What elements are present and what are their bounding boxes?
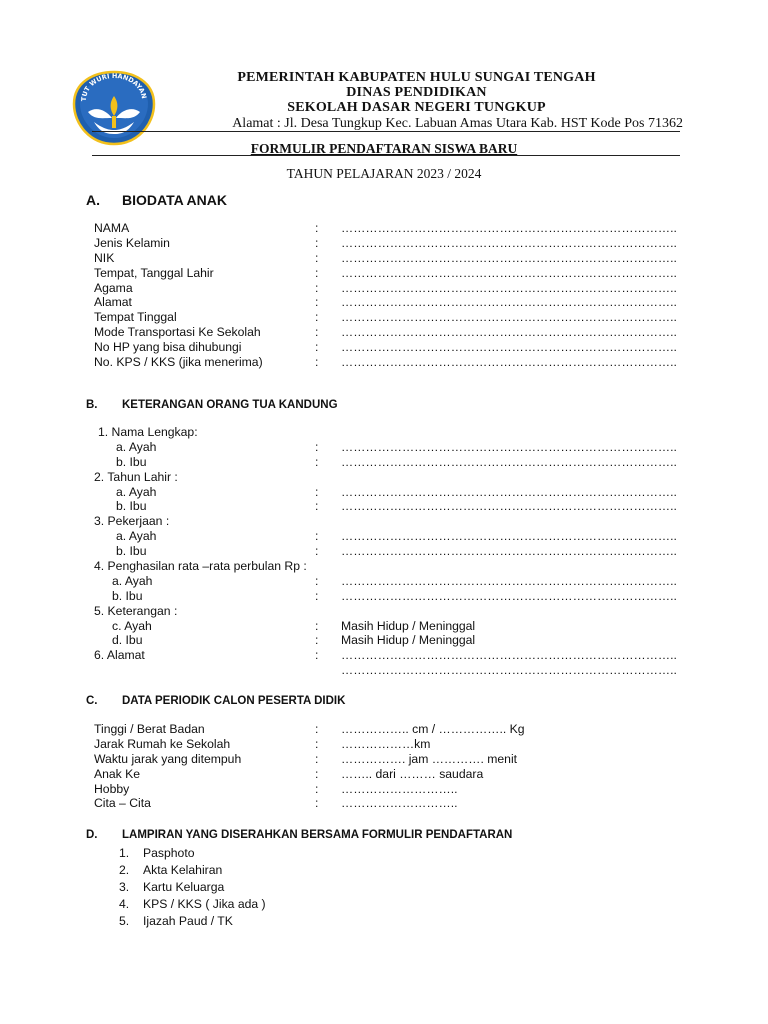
field-colon: : [315, 499, 319, 514]
section-title: DATA PERIODIK CALON PESERTA DIDIK [122, 695, 346, 707]
form-row [94, 221, 677, 236]
field-label: 1. Nama Lengkap: [98, 425, 198, 439]
field-value[interactable]: ……………………………………………………………………….. [341, 544, 677, 559]
field-colon: : [315, 221, 319, 235]
form-row [94, 782, 654, 797]
field-value[interactable]: …….. dari ……… saudara [341, 766, 484, 781]
field-colon: : [315, 722, 319, 736]
field-colon: : [315, 235, 319, 250]
form-row [94, 767, 654, 782]
form-row [94, 295, 677, 310]
field-label: Jenis Kelamin [94, 235, 170, 250]
field-colon: : [315, 325, 319, 340]
form-row [94, 722, 654, 737]
form-row [94, 573, 677, 589]
form-row [94, 544, 677, 559]
section-d-heading [86, 829, 512, 841]
field-value[interactable]: ……………………………………………………………………….. [341, 588, 677, 603]
field-value[interactable]: Masih Hidup / Meninggal [341, 633, 476, 648]
field-label: No HP yang bisa dihubungi [94, 340, 242, 355]
field-label: NAMA [94, 221, 130, 235]
field-value[interactable]: ……………………………………………………………………….. [341, 454, 677, 469]
attachment-item [119, 913, 266, 930]
field-colon: : [315, 280, 319, 295]
field-value[interactable]: ……………………………………………………………………….. [341, 340, 677, 355]
attachment-number: 5. [119, 914, 130, 928]
form-row [94, 265, 677, 281]
form-title: FORMULIR PENDAFTARAN SISWA BARU [250, 141, 518, 156]
section-letter: A. [86, 192, 100, 208]
section-b-heading [86, 399, 338, 411]
attachment-number: 3. [119, 880, 130, 894]
section-title: KETERANGAN ORANG TUA KANDUNG [122, 399, 338, 411]
field-label: a. Ayah [112, 573, 153, 588]
form-row [94, 529, 677, 544]
attachment-list [119, 845, 266, 930]
field-value[interactable]: ……………………………………………………………………….. [341, 484, 677, 499]
field-colon: : [315, 340, 319, 355]
academic-year: TAHUN PELAJARAN 2023 / 2024 [286, 166, 482, 181]
field-value[interactable]: ……………………………………………………………………….. [341, 355, 677, 370]
section-b-fields [94, 425, 677, 678]
section-c-heading [86, 695, 345, 707]
field-label: Agama [94, 280, 133, 295]
form-row [94, 355, 677, 370]
letterhead-divider [92, 131, 680, 132]
field-value[interactable]: …………….. cm / …………….. Kg [341, 722, 525, 736]
field-colon: : [315, 454, 319, 469]
field-value[interactable]: ……………………………………………………………………….. [341, 221, 677, 235]
field-colon: : [315, 265, 319, 280]
field-label: Tempat Tinggal [94, 310, 177, 325]
field-value[interactable]: ……………………………………………………………………….. [341, 295, 677, 310]
form-row [94, 439, 677, 455]
attachment-text: Pasphoto [143, 846, 195, 860]
field-value[interactable]: ……………………………………………………………………….. [341, 573, 677, 588]
field-colon: : [315, 355, 319, 370]
field-colon: : [315, 781, 319, 796]
attachment-number: 2. [119, 863, 130, 877]
field-value[interactable]: ……………………………………………………………………….. [341, 250, 677, 265]
field-value[interactable]: ……………………………………………………………………….. [341, 310, 677, 325]
section-a-heading [86, 192, 227, 208]
form-row [94, 588, 677, 604]
form-row [94, 796, 654, 811]
attachment-item [119, 896, 266, 913]
field-value[interactable]: ……………………….. [341, 796, 458, 811]
form-row [94, 425, 654, 440]
field-colon: : [315, 250, 319, 265]
field-label: Hobby [94, 781, 130, 796]
section-letter: C. [86, 695, 98, 707]
field-label: 3. Pekerjaan : [94, 514, 170, 529]
form-row [94, 559, 654, 574]
form-row [94, 484, 677, 500]
attachment-text: KPS / KKS ( Jika ada ) [143, 897, 266, 911]
form-row [94, 340, 677, 355]
field-value[interactable]: ……………………………………………………………………….. [341, 325, 677, 340]
field-colon: : [315, 573, 319, 588]
field-colon: : [315, 295, 319, 310]
field-colon: : [315, 310, 319, 325]
field-colon: : [315, 618, 319, 633]
field-colon: : [315, 648, 319, 663]
logo-motto: TUT WURI HANDAYAN [79, 71, 149, 102]
attachment-item [119, 845, 266, 862]
field-label: Anak Ke [94, 766, 141, 781]
field-value[interactable]: ……………. jam …………. menit [341, 751, 518, 766]
form-row [94, 235, 677, 251]
form-row [94, 325, 677, 340]
field-label: d. Ibu [112, 633, 143, 648]
form-row [94, 250, 677, 266]
section-c-fields [94, 722, 654, 811]
field-label: b. Ibu [116, 454, 147, 469]
field-colon: : [315, 751, 319, 766]
field-label: b. Ibu [116, 499, 147, 514]
field-colon: : [315, 633, 319, 648]
field-colon: : [315, 439, 319, 454]
section-letter: B. [86, 399, 98, 411]
title-divider [92, 155, 680, 156]
field-value[interactable]: ……………………………………………………………………….. [341, 499, 677, 514]
attachment-text: Akta Kelahiran [143, 863, 223, 877]
field-label: 5. Keterangan : [94, 603, 178, 618]
field-label: Tempat, Tanggal Lahir [94, 265, 214, 280]
field-label: Waktu jarak yang ditempuh [94, 751, 242, 766]
letterhead-office: DINAS PENDIDIKAN [346, 85, 487, 100]
form-row [94, 648, 677, 663]
field-label: b. Ibu [112, 588, 143, 603]
field-value[interactable]: ……………………………………………………………………….. [341, 235, 677, 250]
field-label: NIK [94, 250, 115, 265]
letterhead-school: SEKOLAH DASAR NEGERI TUNGKUP [287, 100, 546, 115]
field-value[interactable]: ……………………………………………………………………….. [341, 529, 677, 544]
field-label: 4. Penghasilan rata –rata perbulan Rp : [94, 559, 307, 574]
attachment-text: Ijazah Paud / TK [143, 914, 233, 928]
field-value[interactable]: ………………km [341, 736, 431, 751]
field-colon: : [315, 544, 319, 559]
form-row [94, 663, 677, 678]
field-label: Tinggi / Berat Badan [94, 722, 205, 736]
field-value[interactable]: Masih Hidup / Meninggal [341, 618, 476, 633]
attachment-number: 4. [119, 897, 130, 911]
form-row [94, 619, 654, 634]
letterhead-government: PEMERINTAH KABUPATEN HULU SUNGAI TENGAH [237, 70, 596, 85]
field-value[interactable]: ……………………….. [341, 781, 458, 796]
field-label: Alamat [94, 295, 132, 310]
section-title: LAMPIRAN YANG DISERAHKAN BERSAMA FORMULIR PENDAFTARAN [122, 829, 513, 841]
field-label: Mode Transportasi Ke Sekolah [94, 325, 261, 340]
field-colon: : [315, 736, 319, 751]
section-title: BIODATA ANAK [122, 192, 227, 208]
section-a-fields [94, 221, 677, 370]
field-label: Jarak Rumah ke Sekolah [94, 736, 231, 751]
field-value[interactable]: ……………………………………………………………………….. [341, 265, 677, 280]
form-row [94, 470, 654, 485]
field-value[interactable]: ……………………………………………………………………….. [341, 648, 677, 663]
field-label: a. Ayah [116, 529, 157, 544]
field-colon: : [315, 766, 319, 781]
field-label: 6. Alamat [94, 648, 145, 663]
field-label: b. Ibu [116, 544, 147, 559]
form-row [94, 499, 677, 514]
field-value[interactable]: ……………………………………………………………………….. [341, 439, 677, 454]
field-label: c. Ayah [112, 618, 152, 633]
field-colon: : [315, 529, 319, 544]
form-row [94, 737, 654, 752]
field-colon: : [315, 588, 319, 603]
tut-wuri-handayani-logo [72, 70, 156, 146]
form-row [94, 514, 654, 529]
field-label: a. Ayah [116, 439, 157, 454]
field-colon: : [315, 484, 319, 499]
attachment-text: Kartu Keluarga [143, 880, 225, 894]
form-row [94, 752, 654, 767]
field-label: No. KPS / KKS (jika menerima) [94, 355, 263, 370]
attachment-number: 1. [119, 846, 130, 860]
form-row [94, 280, 677, 296]
field-label: 2. Tahun Lahir : [94, 469, 178, 484]
letterhead [160, 70, 683, 132]
field-colon: : [315, 796, 319, 811]
field-label: a. Ayah [116, 484, 157, 499]
attachment-item [119, 879, 266, 896]
form-row [94, 633, 654, 648]
form-row [94, 454, 677, 470]
attachment-item [119, 862, 266, 879]
form-row [94, 310, 677, 325]
field-label: Cita – Cita [94, 796, 151, 811]
field-value[interactable]: ……………………………………………………………………….. [341, 280, 677, 295]
form-row [94, 604, 654, 619]
letterhead-address: Alamat : Jl. Desa Tungkup Kec. Labuan Amas Utara Kab. HST Kode Pos 71362 [232, 116, 683, 131]
field-value[interactable]: ……………………………………………………………………….. [341, 663, 677, 678]
section-letter: D. [86, 829, 98, 841]
